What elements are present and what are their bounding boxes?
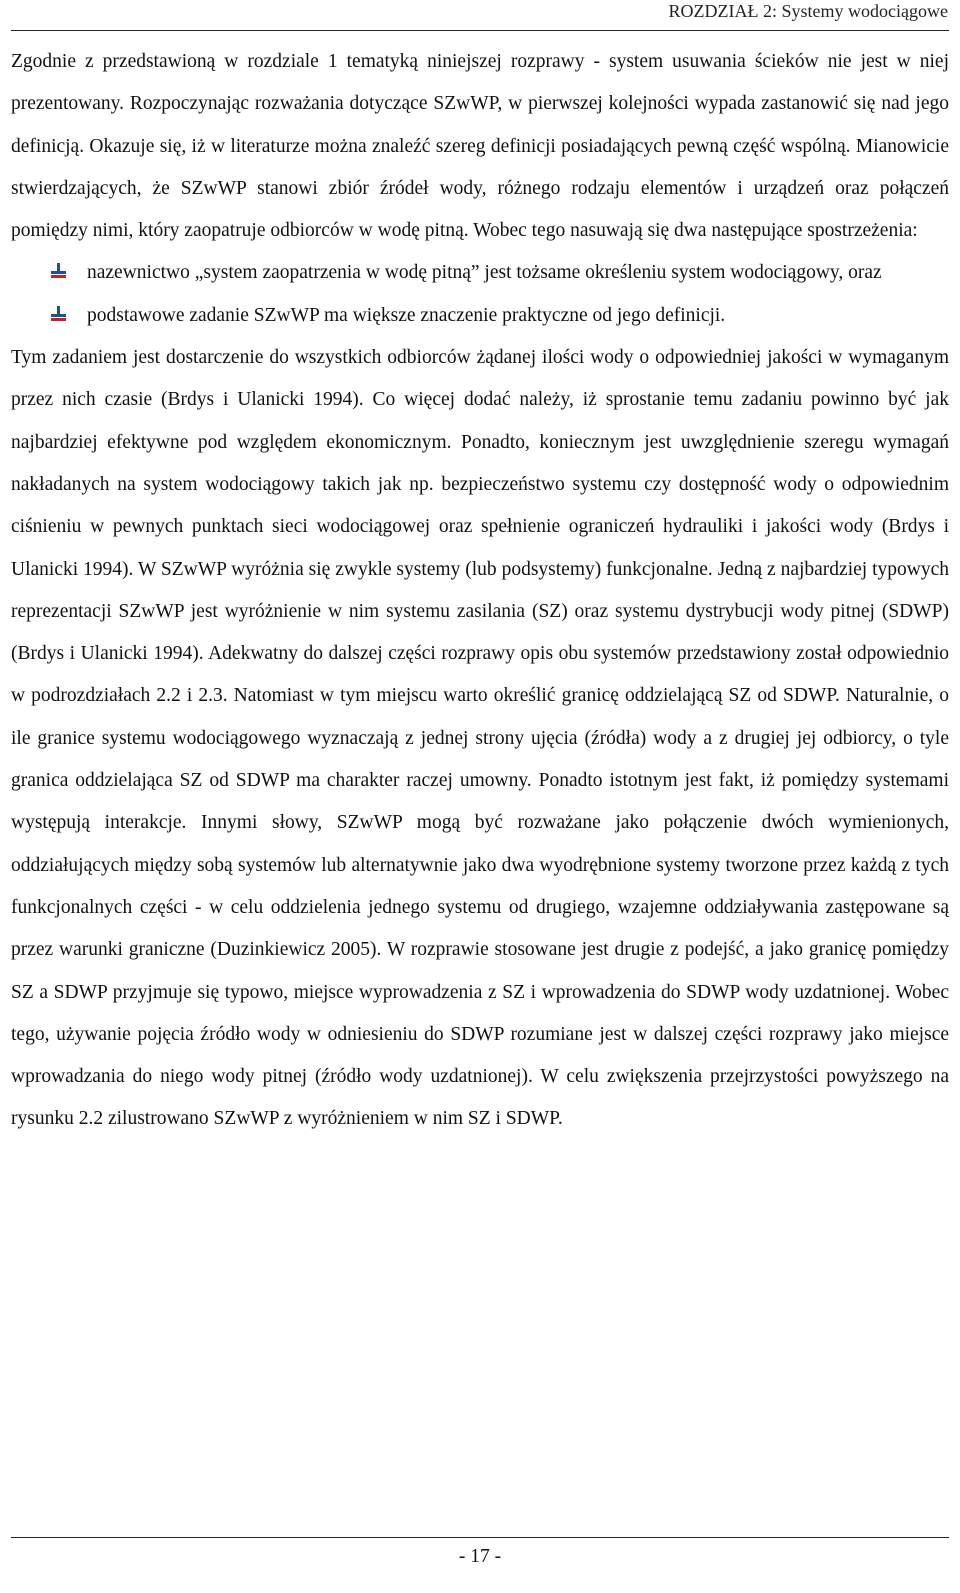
intro-paragraph: Zgodnie z przedstawioną w rozdziale 1 tematyką niniejszej rozprawy - system usuwania ścieków nie jest w niej prezentowany. Rozpoczynając rozważania dotyczące SZwWP, w pierwszej kolejności wypada zastanowić się nad jego definicją. Okazuje się, iż w literaturze można znaleźć szereg definicji posiadających pewną część wspólną. Mianowicie stwierdzających, że SZwWP stanowi zbiór źródeł wody, różnego rodzaju elementów i urządzeń oraz połączeń pomiędzy nimi, który zaopatruje odbiorców w wodę pitną. Wobec tego nasuwają się dwa następujące spostrzeżenia: <box>11 51 949 242</box>
main-paragraph: Tym zadaniem jest dostarczenie do wszystkich odbiorców żądanej ilości wody o odpowiedniej jakości w wymaganym przez nich czasie (Brdys i Ulanicki 1994). Co więcej dodać należy, iż sprostanie temu zadaniu powinno być jak najbardziej efektywne pod względem ekonomicznym. Ponadto, koniecznym jest uwzględnienie szeregu wymagań nakładanych na system wodociągowy takich jak np. bezpieczeństwo systemu czy dostępność wody o odpowiednim ciśnieniu w pewnych punktach sieci wodociągowej oraz spełnienie ograniczeń hydrauliki i jakości wody (Brdys i Ulanicki 1994). W SZwWP wyróżnia się zwykle systemy (lub podsystemy) funkcjonalne. Jedną z najbardziej typowych reprezentacji SZwWP jest wyróżnienie w nim systemu zasilania (SZ) oraz systemu dystrybucji wody pitnej (SDWP) (Brdys i Ulanicki 1994). Adekwatny do dalszej części rozprawy opis obu systemów przedstawiony został odpowiednio w podrozdziałach 2.2 i 2.3. Natomiast w tym miejscu warto określić granicę oddzielającą SZ od SDWP. Naturalnie, o ile granice systemu wodociągowego wyznaczają z jednej strony ujęcia (źródła) wody a z drugiej jej odbiorcy, o tyle granica oddzielająca SZ od SDWP ma charakter raczej umowny. Ponadto istotnym jest fakt, iż pomiędzy systemami występują interakcje. Innymi słowy, SZwWP mogą być rozważane jako połączenie dwóch wymienionych, oddziałujących między sobą systemów lub alternatywnie jako dwa wyodrębnione systemy tworzone przez każdą z tych funkcjonalnych części - w celu oddzielenia jednego systemu od drugiego, wzajemne oddziaływania zastępowane są przez warunki graniczne (Duzinkiewicz 2005). W rozprawie stosowane jest drugie z podejść, a jako granicę pomiędzy SZ a SDWP przyjmuje się typowo, miejsce wyprowadzenia z SZ i wprowadzenia do SDWP wody uzdatnionej. Wobec tego, używanie pojęcia źródło wody w odniesieniu do SDWP rozumiane jest w dalszej części rozprawy jako miejsce wprowadzania do niego wody pitnej (źródło wody uzdatnionej). W celu zwiększenia przejrzystości powyższego na rysunku 2.2 zilustrowano SZwWP z wyróżnieniem w nim SZ i SDWP. <box>11 347 949 1130</box>
down-arrow-bullet-icon <box>51 306 67 322</box>
observations-list <box>11 252 949 337</box>
list-item <box>11 295 949 337</box>
down-arrow-bullet-icon <box>51 263 67 279</box>
list-item <box>11 252 949 294</box>
page-number: - 17 - <box>458 1546 502 1567</box>
header-divider <box>11 30 949 31</box>
running-header: ROZDZIAŁ 2: Systemy wodociągowe <box>668 1 948 21</box>
page-body <box>11 41 949 1141</box>
list-item-text: podstawowe zadanie SZwWP ma większe znaczenie praktyczne od jego definicji. <box>87 304 726 326</box>
footer-divider <box>11 1537 949 1538</box>
list-item-text: nazewnictwo „system zaopatrzenia w wodę pitną” jest tożsame określeniu system wodociągowy, oraz <box>87 262 882 284</box>
